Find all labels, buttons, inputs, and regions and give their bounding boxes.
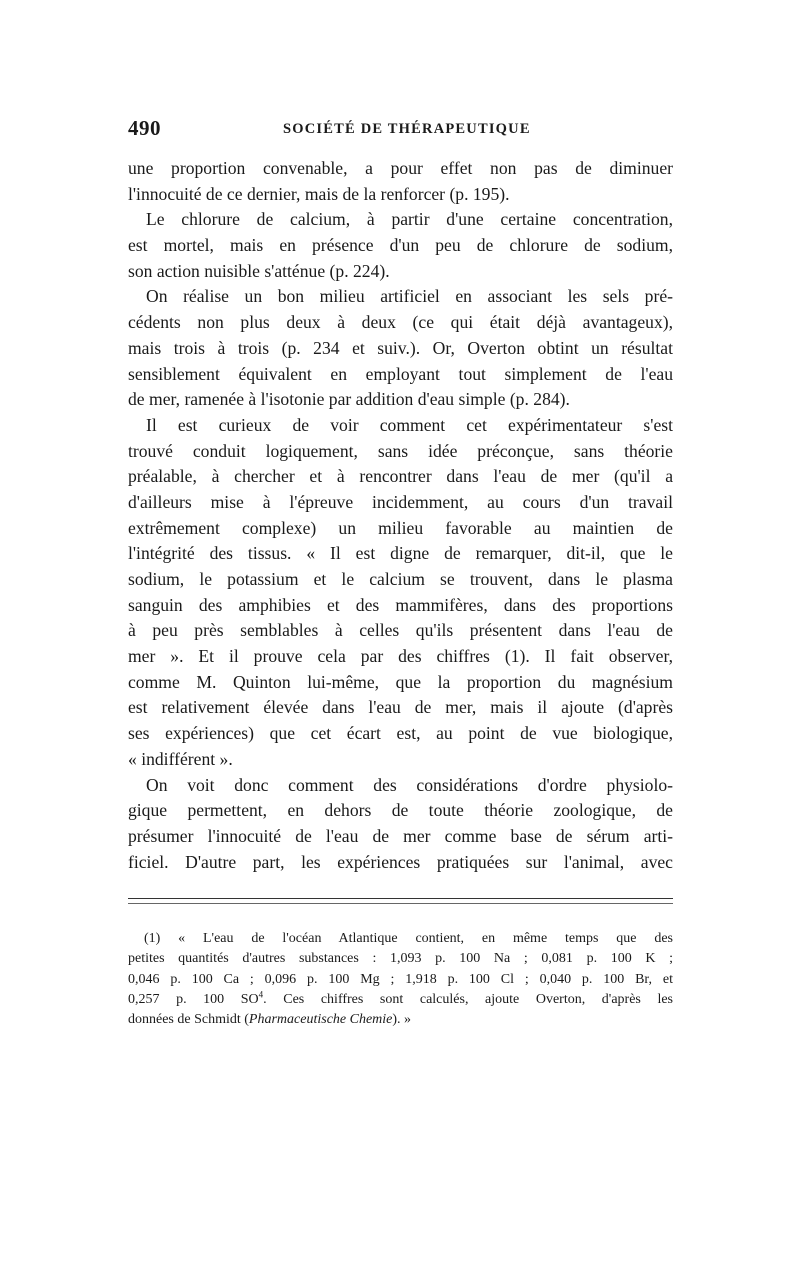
text-line: ficiel. D'autre part, les expériences pratiquées sur l'animal, avec [128, 851, 673, 872]
footnote-text: ). » [392, 1012, 412, 1028]
text-line: ses expériences) que cet écart est, au point de vue biologique, [128, 723, 673, 744]
text-line: sensiblement équivalent en employant tout simplement de l'eau [128, 363, 673, 384]
footnote-line: petites quantités d'autres substances : 1,093 p. 100 Na ; 0,081 p. 100 K ; [128, 951, 673, 967]
text-line: « indifférent ». [128, 748, 233, 769]
text-line: à peu près semblables à celles qu'ils présentent dans l'eau de [128, 620, 673, 641]
paragraph-start-line: On réalise un bon milieu artificiel en associant les sels pré- [146, 286, 673, 307]
body-text [128, 156, 673, 875]
footnote-separator [128, 898, 673, 899]
paragraph-start-line: On voit donc comment des considérations d'ordre physiolo- [146, 774, 673, 795]
text-line: l'innocuité de ce dernier, mais de la renforcer (p. 195). [128, 183, 510, 204]
text-line: extrêmement complexe) un milieu favorable au maintien de [128, 517, 673, 538]
text-line: l'intégrité des tissus. « Il est digne de remarquer, dit-il, que le [128, 543, 673, 564]
footnote-line [128, 1010, 673, 1030]
text-line: trouvé conduit logiquement, sans idée préconçue, sans théorie [128, 440, 673, 461]
page-number: 490 [128, 116, 161, 140]
text-line: préalable, à chercher et à rencontrer dans l'eau de mer (qu'il a [128, 466, 673, 487]
text-line: sanguin des amphibies et des mammifères, dans des proportions [128, 594, 673, 615]
footnote-text: 0,257 p. 100 SO [128, 991, 259, 1007]
text-line: est mortel, mais en présence d'un peu de chlorure de sodium, [128, 235, 673, 256]
text-line: de mer, ramenée à l'isotonie par addition d'eau simple (p. 284). [128, 389, 570, 410]
text-line: présumer l'innocuité de l'eau de mer comme base de sérum arti- [128, 825, 673, 846]
text-line: sodium, le potassium et le calcium se trouvent, dans le plasma [128, 569, 673, 589]
footnote-line: 0,046 p. 100 Ca ; 0,096 p. 100 Mg ; 1,918 p. 100 Cl ; 0,040 p. 100 Br, et [128, 971, 673, 987]
text-line: son action nuisible s'atténue (p. 224). [128, 260, 390, 281]
text-line: est relativement élevée dans l'eau de mer, mais il ajoute (d'après [128, 697, 673, 718]
footnote-separator-thin [128, 903, 673, 904]
footnote-italic-title: Pharmaceutische Chemie [248, 1012, 393, 1028]
footnote [128, 929, 673, 1030]
footnote-line [128, 990, 673, 1010]
footnote-text: données de Schmidt ( [128, 1012, 249, 1028]
text-line: d'ailleurs mise à l'épreuve incidemment, au cours d'un travail [128, 491, 673, 512]
text-line: cédents non plus deux à deux (ce qui était déjà avantageux), [128, 312, 673, 333]
running-title: SOCIÉTÉ DE THÉRAPEUTIQUE [283, 121, 531, 137]
text-line: mais trois à trois (p. 234 et suiv.). Or, Overton obtint un résultat [128, 337, 673, 358]
text-line: une proportion convenable, a pour effet non pas de diminuer [128, 158, 673, 178]
text-line: gique permettent, en dehors de toute théorie zoologique, de [128, 800, 673, 821]
page-header [128, 116, 673, 146]
text-line: comme M. Quinton lui-même, que la proportion du magnésium [128, 671, 673, 692]
paragraph-start-line: Il est curieux de voir comment cet expérimentateur s'est [146, 414, 673, 435]
footnote-line: (1) « L'eau de l'océan Atlantique contient, en même temps que des [144, 931, 673, 946]
text-line: mer ». Et il prouve cela par des chiffres (1). Il fait observer, [128, 646, 673, 667]
footnote-superscript: 4 [258, 989, 264, 1000]
footnote-text: . Ces chiffres sont calculés, ajoute Overton, d'après les [263, 991, 673, 1007]
paragraph-start-line: Le chlorure de calcium, à partir d'une certaine concentration, [146, 209, 673, 230]
